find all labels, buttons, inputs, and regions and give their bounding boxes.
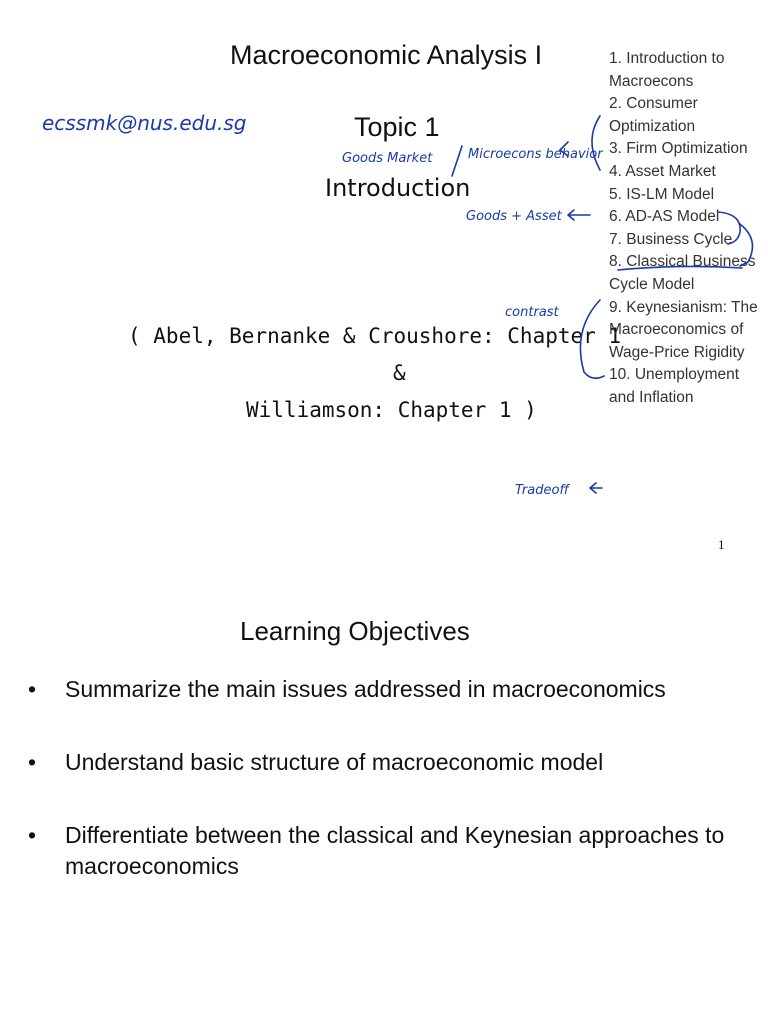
slide-2: [0, 580, 768, 1024]
handwritten-contrast: contrast: [505, 305, 559, 320]
bullet-icon: •: [28, 822, 37, 848]
topic-list: [609, 48, 759, 410]
ink-arrow-left: [590, 483, 602, 493]
list-item: [28, 820, 748, 882]
bullet-icon: •: [28, 749, 37, 775]
topic-subtitle: Introduction: [325, 174, 471, 202]
reference-line-1: ( Abel, Bernanke & Croushore: Chapter 1: [128, 324, 622, 348]
bullet-icon: •: [28, 676, 37, 702]
page-number: 1: [718, 537, 725, 552]
handwritten-goods-market: Goods Market: [342, 151, 433, 166]
topic-list-item: 2. Consumer Optimization: [609, 95, 698, 135]
ink-arrow-left: [568, 210, 590, 220]
topic-list-item: 4. Asset Market: [609, 162, 716, 180]
topic-list-item: 10. Unemployment and Inflation: [609, 366, 740, 406]
list-item: [28, 747, 748, 778]
learning-objectives-title: Learning Objectives: [240, 616, 470, 646]
reference-line-3: Williamson: Chapter 1 ): [246, 398, 537, 422]
topic-list-item: 1. Introduction to Macroecons: [609, 50, 725, 90]
topic-list-item: 3. Firm Optimization: [609, 140, 748, 158]
handwritten-micro: Microecons behavior: [468, 147, 603, 162]
topic-list-item: 8. Classical Business Cycle Model: [609, 253, 756, 293]
handwritten-tradeoff: Tradeoff: [515, 483, 569, 498]
ink-slash: [452, 146, 462, 176]
ink-arrow-left: [560, 142, 568, 156]
objective-text: Differentiate between the classical and Keynesian approaches to macroeconomics: [65, 822, 725, 879]
topic-list-item: 5. IS-LM Model: [609, 185, 715, 203]
topic-heading: Topic 1: [354, 112, 440, 142]
slide-title: Macroeconomic Analysis I: [230, 40, 543, 70]
objective-text: Understand basic structure of macroeconomic model: [65, 749, 604, 775]
handwritten-goods-asset: Goods + Asset: [466, 209, 562, 224]
objective-text: Summarize the main issues addressed in macroeconomics: [65, 676, 666, 702]
reference-line-2: &: [393, 361, 406, 385]
topic-list-item: 6. AD-AS Model: [609, 208, 720, 226]
topic-list-item: 9. Keynesianism: The Macroeconomics of Wage-Price Rigidity: [609, 298, 758, 361]
objectives-list: [28, 674, 748, 924]
handwritten-email: ecssmk@nus.edu.sg: [42, 111, 247, 135]
ink-bracket: [592, 116, 600, 170]
list-item: [28, 674, 748, 705]
topic-list-item: 7. Business Cycle: [609, 230, 733, 248]
